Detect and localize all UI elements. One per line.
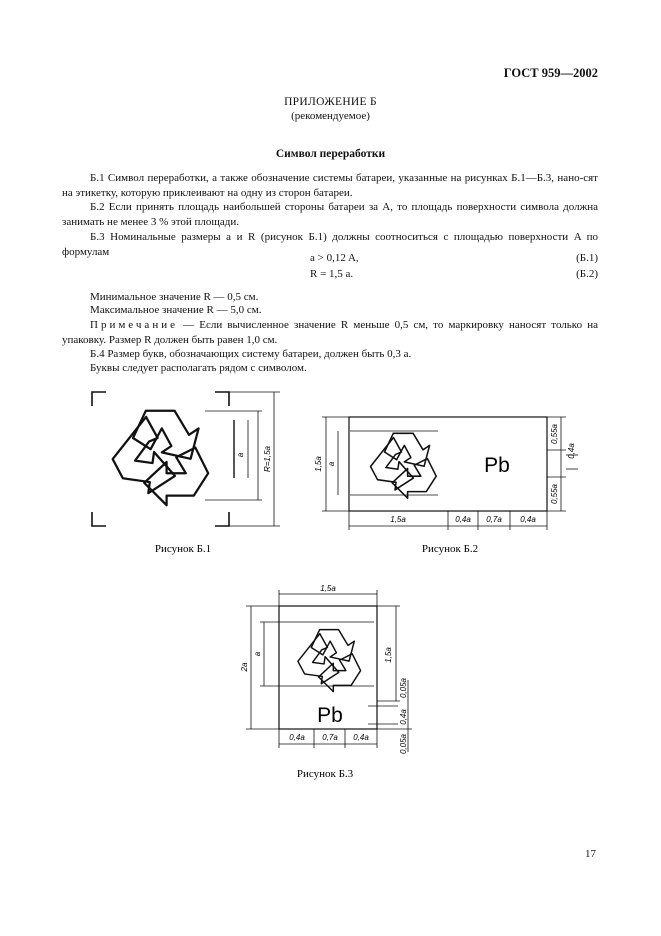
figure-caption: Рисунок Б.2 <box>421 543 479 555</box>
dim-label: 0,4a <box>399 709 408 725</box>
system-label: Pb <box>484 454 510 477</box>
figure-caption: Рисунок Б.3 <box>296 768 354 780</box>
figure-caption: Рисунок Б.1 <box>154 543 212 555</box>
page-number: 17 <box>585 848 596 860</box>
dim-label: 0,4a <box>353 733 369 742</box>
paragraph-b1: Б.1 Символ переработки, а также обозначение системы батареи, указанные на рисунках Б.1—Б.3, нано-сят на этикетку, которую приклеивают на одну из сторон батареи. <box>62 172 598 199</box>
dim-label: 0,05a <box>399 733 408 755</box>
min-value: Минимальное значение R — 0,5 см. <box>90 291 259 303</box>
dim-label: 1,5a <box>314 456 323 472</box>
appendix-subtitle: (рекомендуемое) <box>291 110 370 122</box>
paragraph-b4: Б.4 Размер букв, обозначающих систему батареи, должен быть 0,3 a. <box>90 348 412 360</box>
figure-b2 <box>314 417 578 530</box>
max-value: Максимальное значение R — 5,0 см. <box>90 304 262 316</box>
dim-label: 1,5a <box>390 515 406 524</box>
dim-label: 1,5a <box>384 647 393 663</box>
dim-label: 0,4a <box>520 515 536 524</box>
recycle-icon <box>109 411 209 505</box>
dim-label: 0,7a <box>322 733 338 742</box>
dim-label: a <box>327 461 336 467</box>
dim-label: 0,05a <box>399 677 408 699</box>
dim-label: 1,5a <box>320 584 336 593</box>
formula-expression: a > 0,12 A, <box>310 252 359 264</box>
dim-label: 0,4a <box>289 733 305 742</box>
recycle-icon <box>295 630 360 692</box>
section-title: Символ переработки <box>275 148 386 160</box>
dim-label: 0,4a <box>567 443 576 459</box>
note-text: — Если вычисленное значение R меньше 0,5 см, то маркировку наносят только на упаковку. Размер R должен быть равен 1,0 см. <box>62 319 598 346</box>
dim-label: a <box>253 651 262 657</box>
dim-label: 2a <box>240 662 249 672</box>
formula-number: (Б.1) <box>576 252 598 264</box>
dim-label: 0,55a <box>550 483 559 505</box>
system-label: Pb <box>317 704 343 727</box>
figure-b1 <box>92 392 280 526</box>
paragraph-b3: Б.3 Номинальные размеры a и R (рисунок Б.1) должны соотноситься с площадью поверхности A по формулам <box>62 231 598 258</box>
dim-label: 0,4a <box>455 515 471 524</box>
dim-label: R=1,5a <box>263 445 272 473</box>
paragraph-b4-letters: Буквы следует располагать рядом с символом. <box>90 362 307 374</box>
figure-b3 <box>240 584 412 754</box>
paragraph-b2: Б.2 Если принять площадь наибольшей стороны батареи за A, то площадь поверхности символа должна занимать не менее 3 % этой площади. <box>62 201 598 228</box>
dim-label: 0,55a <box>550 423 559 445</box>
recycle-icon <box>368 433 436 498</box>
dim-label: a <box>236 452 245 458</box>
formula-number: (Б.2) <box>576 268 598 280</box>
formula-expression: R = 1,5 a. <box>310 268 354 280</box>
appendix-title: ПРИЛОЖЕНИЕ Б <box>284 96 377 108</box>
standard-number: ГОСТ 959—2002 <box>503 66 598 80</box>
note-label: Примечание <box>90 319 178 331</box>
dim-label: 0,7a <box>486 515 502 524</box>
